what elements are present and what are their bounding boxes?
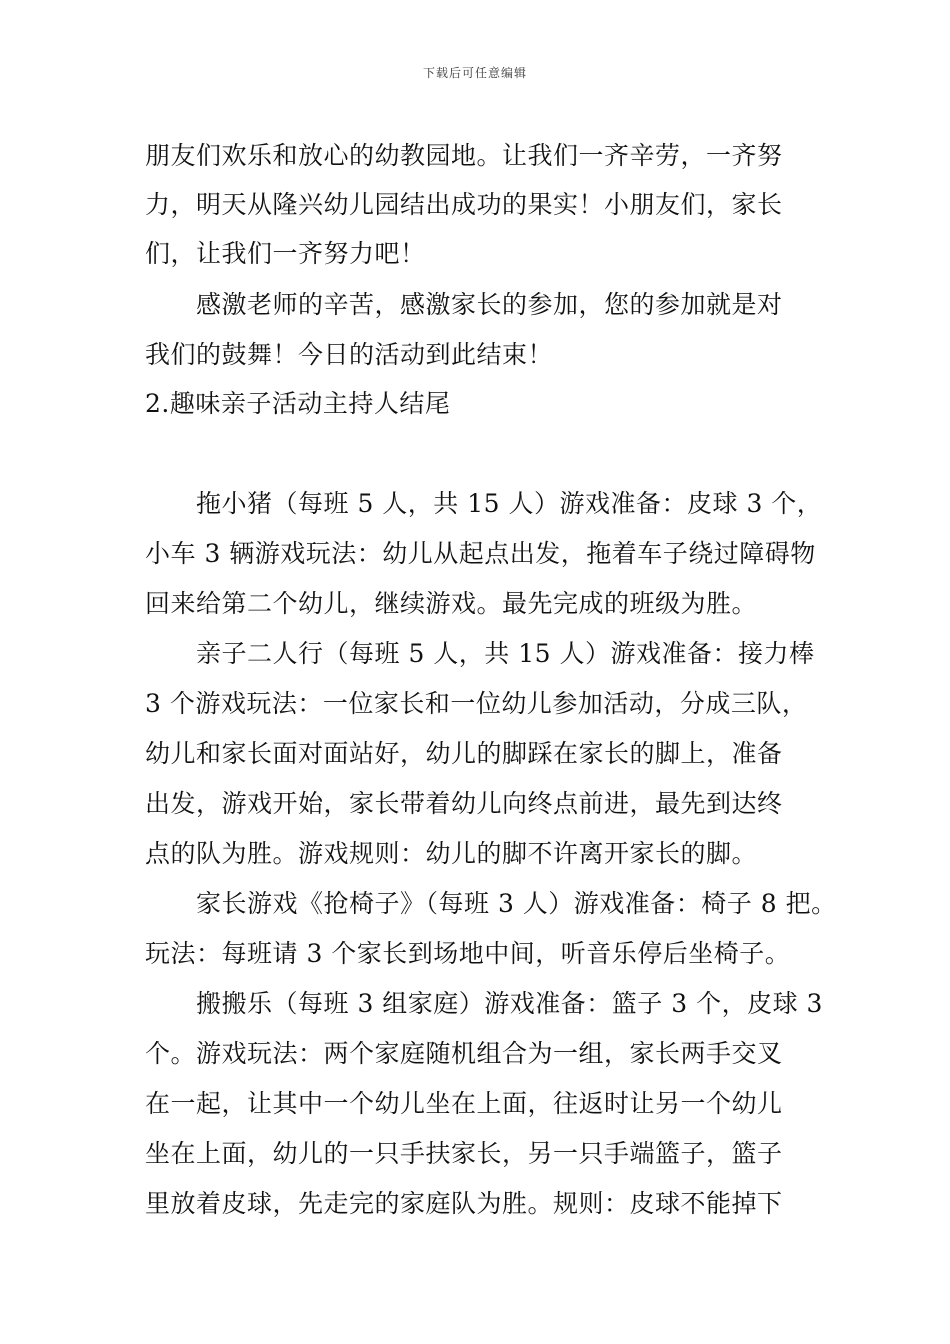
text-line: 回来给第二个幼儿，继续游戏。最先完成的班级为胜。 (145, 589, 758, 618)
text-line: 坐在上面，幼儿的一只手扶家长，另一只手端篮子，篮子 (145, 1139, 783, 1168)
text-line: 玩法：每班请 3 个家长到场地中间，听音乐停后坐椅子。 (145, 939, 791, 968)
text-line: 们，让我们一齐努力吧！ (145, 239, 426, 268)
text-line: 我们的鼓舞！今日的活动到此结束！ (145, 340, 554, 369)
text-line: 点的队为胜。游戏规则：幼儿的脚不许离开家长的脚。 (145, 839, 758, 868)
text-line: 朋友们欢乐和放心的幼教园地。让我们一齐辛劳，一齐努 (145, 141, 783, 170)
text-line: 3 个游戏玩法：一位家长和一位幼儿参加活动，分成三队， (145, 689, 808, 718)
text-line: 家长游戏《抢椅子》（每班 3 人）游戏准备：椅子 8 把。 (196, 889, 837, 918)
text-line: 亲子二人行（每班 5 人，共 15 人）游戏准备：接力棒 (196, 639, 815, 668)
text-line: 力，明天从隆兴幼儿园结出成功的果实！小朋友们，家长 (145, 190, 783, 219)
text-line: 搬搬乐（每班 3 组家庭）游戏准备：篮子 3 个，皮球 3 (196, 989, 823, 1018)
text-line: 拖小猪（每班 5 人，共 15 人）游戏准备：皮球 3 个， (196, 489, 823, 518)
text-line: 幼儿和家长面对面站好，幼儿的脚踩在家长的脚上，准备 (145, 739, 783, 768)
text-line: 小车 3 辆游戏玩法：幼儿从起点出发，拖着车子绕过障碍物 (145, 539, 816, 568)
text-line: 里放着皮球，先走完的家庭队为胜。规则：皮球不能掉下 (145, 1189, 783, 1218)
text-line: 个。游戏玩法：两个家庭随机组合为一组，家长两手交叉 (145, 1039, 783, 1068)
text-line: 在一起，让其中一个幼儿坐在上面，往返时让另一个幼儿 (145, 1089, 783, 1118)
section-heading: 2.趣味亲子活动主持人结尾 (145, 389, 451, 418)
page-header: 下载后可任意编辑 (422, 66, 527, 80)
text-line: 出发，游戏开始，家长带着幼儿向终点前进，最先到达终 (145, 789, 783, 818)
text-line: 感激老师的辛苦，感激家长的参加，您的参加就是对 (196, 290, 783, 319)
